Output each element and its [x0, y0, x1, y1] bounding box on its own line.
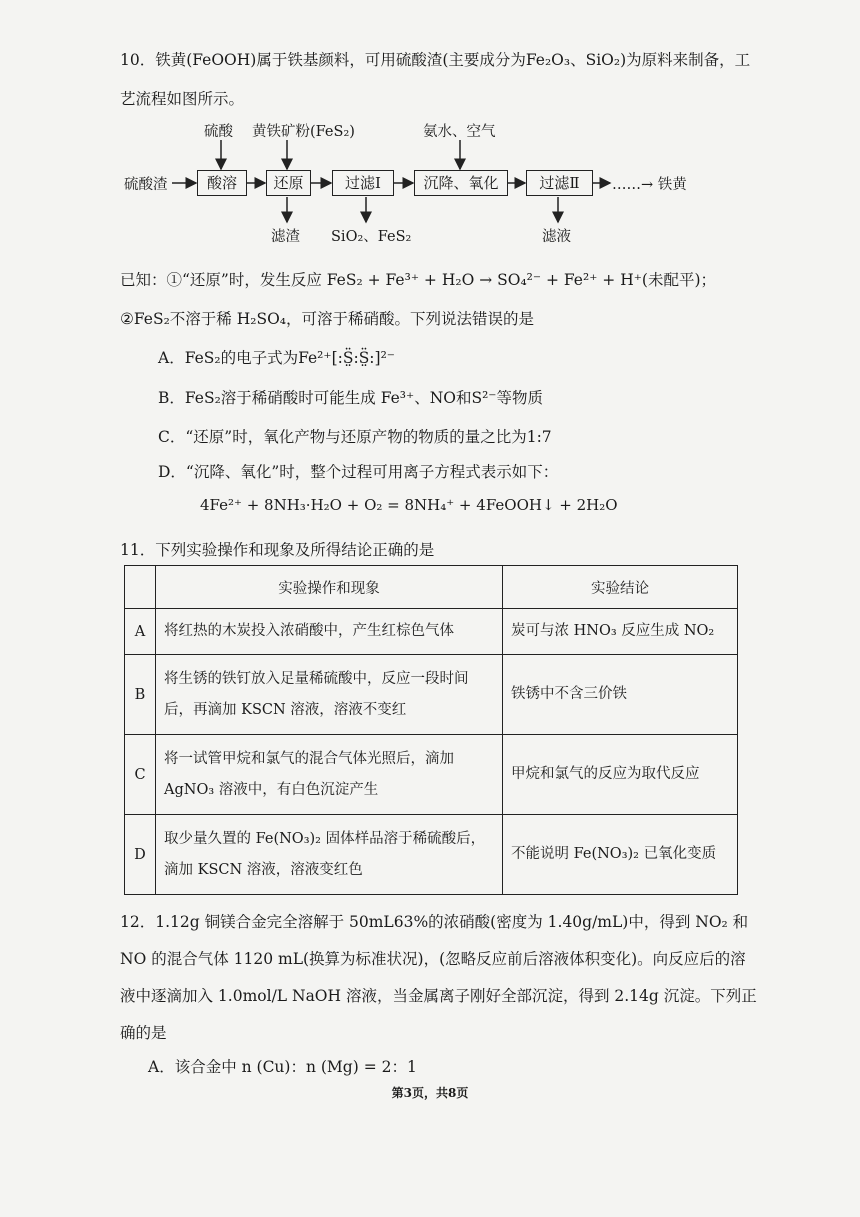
row-conclusion: 甲烷和氯气的反应为取代反应 [503, 735, 738, 815]
experiment-table [124, 565, 738, 895]
row-conclusion: 炭可与浓 HNO₃ 反应生成 NO₂ [503, 609, 738, 655]
flow-box-filter-1: 过滤Ⅰ [332, 170, 394, 196]
q12-option-a: A．该合金中 n (Cu)：n (Mg) = 2：1 [148, 1058, 417, 1076]
row-conclusion: 铁锈中不含三价铁 [503, 655, 738, 735]
row-operation: 取少量久置的 Fe(NO₃)₂ 固体样品溶于稀硫酸后，滴加 KSCN 溶液，溶液变红色 [156, 815, 503, 895]
row-conclusion: 不能说明 Fe(NO₃)₂ 已氧化变质 [503, 815, 738, 895]
flow-input-pyrite: 黄铁矿粉(FeS₂) [252, 124, 355, 140]
row-label: A [125, 609, 156, 655]
table-header-row [125, 566, 738, 609]
flow-input-ammonia-air: 氨水、空气 [423, 124, 496, 140]
table-row [125, 655, 738, 735]
q10-known-2: ②FeS₂不溶于稀 H₂SO₄，可溶于稀硝酸。下列说法错误的是 [120, 310, 535, 328]
flow-output-residue: 滤渣 [271, 229, 300, 245]
q10-intro-line2: 艺流程如图所示。 [120, 90, 245, 108]
flow-box-reduce: 还原 [266, 170, 311, 196]
q10-intro-line1: 10．铁黄(FeOOH)属于铁基颜料，可用硫酸渣(主要成分为Fe₂O₃、SiO₂)为原料来制备，工 [120, 51, 751, 69]
flow-box-settle-oxidize: 沉降、氧化 [414, 170, 508, 196]
table-row [125, 735, 738, 815]
row-label: D [125, 815, 156, 895]
q10-option-b: B．FeS₂溶于稀硝酸时可能生成 Fe³⁺、NO和S²⁻等物质 [158, 389, 543, 407]
table-header-conclusion: 实验结论 [503, 566, 738, 609]
q11-title: 11．下列实验操作和现象及所得结论正确的是 [120, 541, 435, 559]
flow-box-filter-2: 过滤Ⅱ [526, 170, 593, 196]
q10-equation: 4Fe²⁺ + 8NH₃·H₂O + O₂ = 8NH₄⁺ + 4FeOOH↓ + 2H₂O [200, 496, 618, 514]
flow-start-label: 硫酸渣 [124, 177, 168, 193]
flow-output-sio2-fes2: SiO₂、FeS₂ [331, 229, 412, 245]
page-number: 第3页，共8页 [391, 1086, 469, 1100]
row-operation: 将红热的木炭投入浓硝酸中，产生红棕色气体 [156, 609, 503, 655]
table-row [125, 609, 738, 655]
table-header-label [125, 566, 156, 609]
q12-line3: 液中逐滴加入 1.0mol/L NaOH 溶液，当金属离子刚好全部沉淀，得到 2.14g 沉淀。下列正 [120, 987, 757, 1005]
q10-option-a: A．FeS₂的电子式为Fe²⁺[:S̤̈:S̤̈:]²⁻ [158, 349, 395, 367]
table-row [125, 815, 738, 895]
q10-known-1: 已知：①“还原”时，发生反应 FeS₂ + Fe³⁺ + H₂O → SO₄²⁻ + Fe²⁺ + H⁺(未配平)； [120, 271, 717, 289]
q10-option-c: C．“还原”时，氧化产物与还原产物的物质的量之比为1:7 [158, 428, 552, 446]
q12-line2: NO 的混合气体 1120 mL(换算为标准状况)，(忽略反应前后溶液体积变化)。向反应后的溶 [120, 950, 746, 968]
q10-option-d: D．“沉降、氧化”时，整个过程可用离子方程式表示如下： [158, 463, 559, 481]
row-operation: 将一试管甲烷和氯气的混合气体光照后，滴加AgNO₃ 溶液中，有白色沉淀产生 [156, 735, 503, 815]
table-header-operation: 实验操作和现象 [156, 566, 503, 609]
row-label: B [125, 655, 156, 735]
flow-end-label: ……→ 铁黄 [612, 177, 687, 193]
q12-line1: 12．1.12g 铜镁合金完全溶解于 50mL63%的浓硝酸(密度为 1.40g/mL)中，得到 NO₂ 和 [120, 913, 749, 931]
flow-box-acid-dissolve: 酸溶 [197, 170, 247, 196]
q12-line4: 确的是 [120, 1024, 167, 1042]
row-label: C [125, 735, 156, 815]
flow-input-sulfuric-acid: 硫酸 [204, 124, 233, 140]
row-operation: 将生锈的铁钉放入足量稀硫酸中，反应一段时间后，再滴加 KSCN 溶液，溶液不变红 [156, 655, 503, 735]
flow-output-filtrate: 滤液 [542, 229, 571, 245]
